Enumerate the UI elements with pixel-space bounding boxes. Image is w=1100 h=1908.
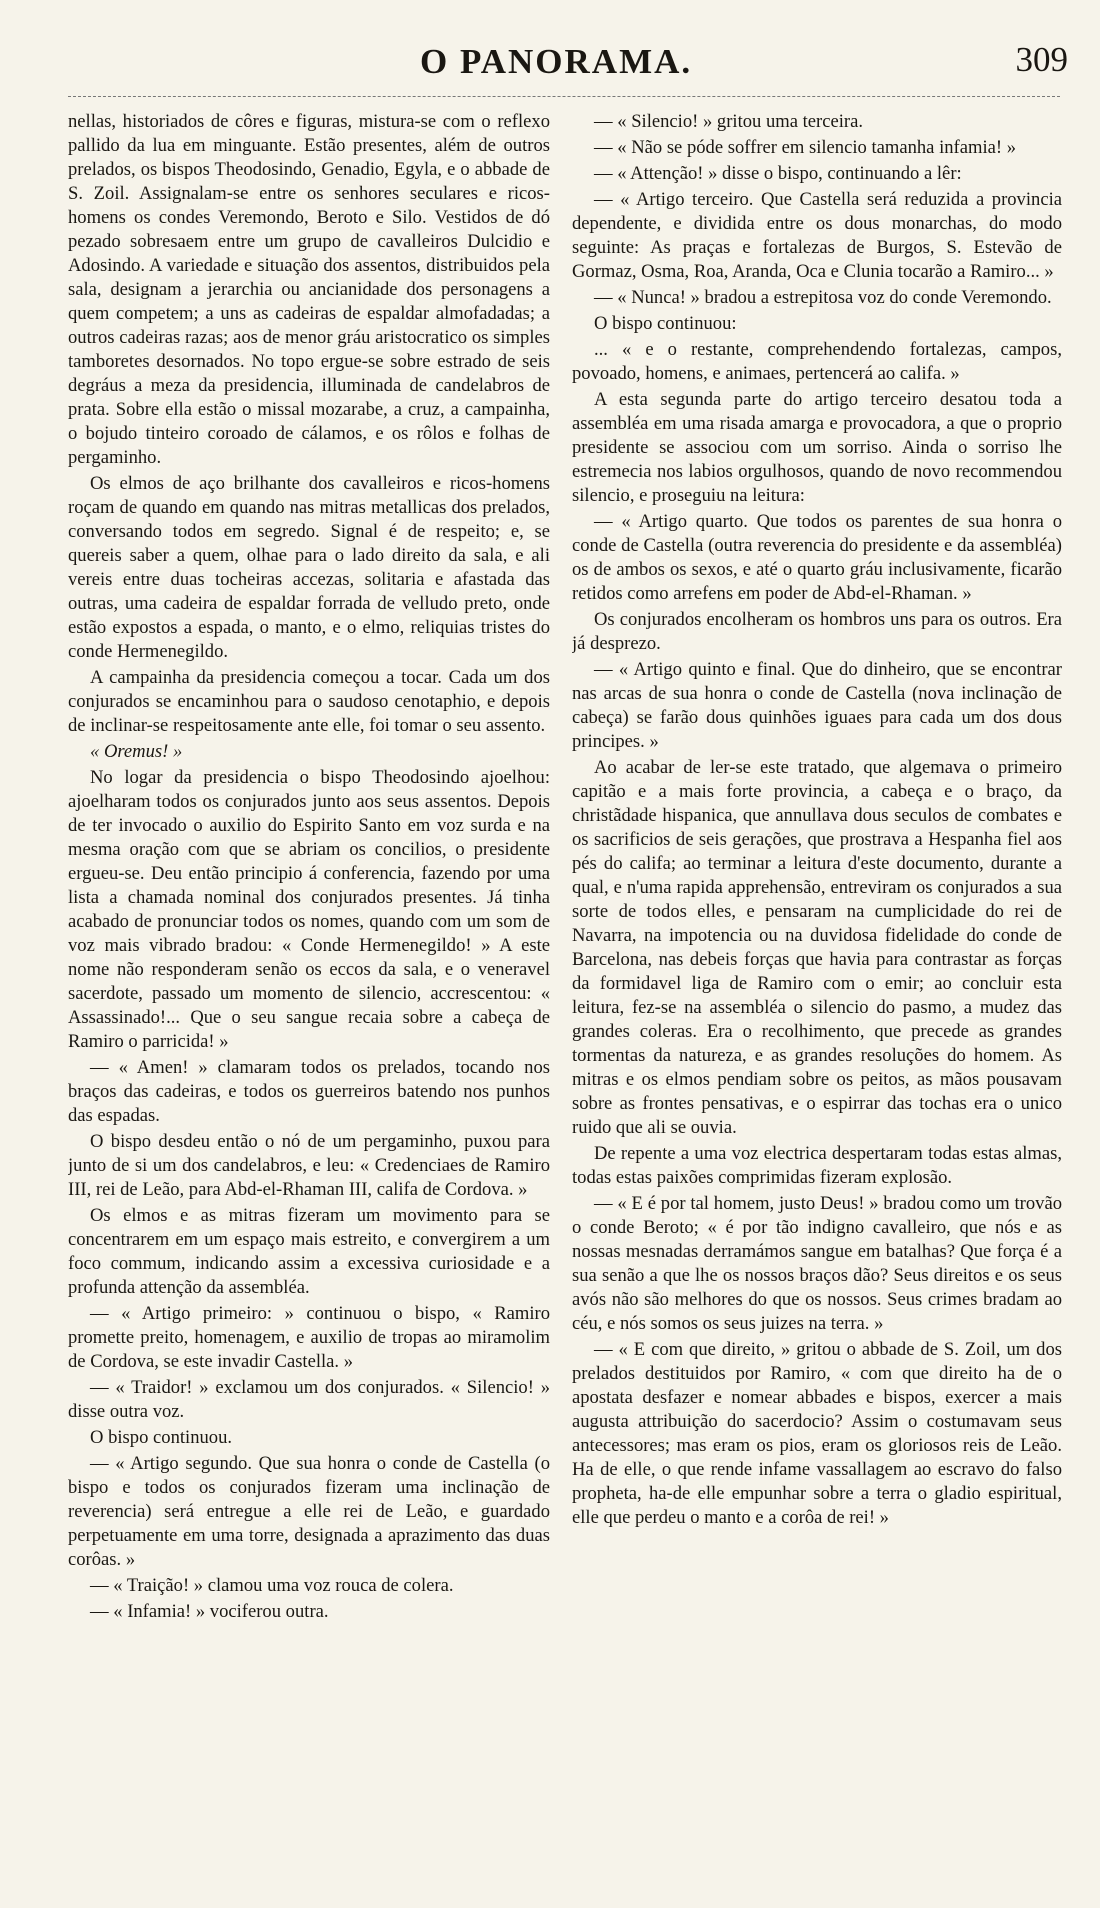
paragraph: — « Artigo quinto e final. Que do dinheiro, que se encontrar nas arcas de sua honra o conde de Castella (nova inclinação de cabeça) se farão dous quinhões iguaes para cada um dos dous principes. » (572, 659, 1062, 752)
paragraph: Ao acabar de ler-se este tratado, que algemava o primeiro capitão e a mais forte provincia, a cabeça e o braço, da christãdade hispanica, que annullava dous seculos de combates e os sacrificios de seis gerações, que prostrava a Hespanha fiel aos pés do califa; ao terminar a leitura d'este documento, durante a qual, e n'uma rapida apprehensão, entreviram os conjurados a sua sorte de todos elles, e pensaram na cumplicidade do rei de Navarra, na impotencia ou na duvidosa fidelidade do conde de Barcelona, nas debeis forças que havia para contrastar as forças da formidavel liga de Ramiro com o emir; ao concluir esta leitura, fez-se na assembléa o silencio do pasmo, a mudez das grandes coleras. Era o recolhimento, que precede as grandes tormentas da natureza, e as grandes resoluções do homem. As mitras e os elmos pendiam sobre os peitos, as mãos pousavam sobre as frontes pensativas, e o espirrar das tochas era o unico ruido que ali se ouvia. (572, 757, 1062, 1138)
paragraph: — « Amen! » clamaram todos os prelados, tocando nos braços das cadeiras, e todos os guerreiros batendo nos punhos das espadas. (68, 1057, 550, 1126)
paragraph: A campainha da presidencia começou a tocar. Cada um dos conjurados se encaminhou para o saudoso cenotaphio, e depois de inclinar-se respeitosamente ante elle, foi tomar o seu assento. (68, 667, 550, 736)
page-header (0, 40, 1100, 84)
paragraph: Os conjurados encolheram os hombros uns para os outros. Era já desprezo. (572, 609, 1062, 654)
page-number: 309 (1015, 40, 1068, 79)
paragraph: Os elmos de aço brilhante dos cavalleiros e ricos-homens roçam de quando em quando nas mitras metallicas dos prelados, conversando todos em segredo. Signal é de respeito; e, se quereis saber a quem, olhae para o lado direito da sala, e ali vereis entre duas tocheiras accezas, solitaria e afastada das outras, uma cadeira de espaldar forrada de velludo preto, onde estão expostos a espada, o manto, e o elmo, reliquias tristes do conde Hermenegildo. (68, 473, 550, 662)
paragraph: — « Attenção! » disse o bispo, continuando a lêr: (594, 163, 962, 184)
paragraph: « Oremus! » (90, 741, 183, 762)
right-column (572, 110, 1062, 1870)
paragraph: O bispo continuou. (90, 1427, 233, 1448)
paragraph: nellas, historiados de côres e figuras, mistura-se com o reflexo pallido da lua em minguante. Estão presentes, além de outros prelados, os bispos Theodosindo, Genadio, Egyla, e o abbade de S. Zoil. Assignalam-se entre os senhores seculares e ricos-homens os condes Veremondo, Beroto e Silo. Vestidos de dó pezado sobresaem entre um grupo de cavalleiros Dulcidio e Adosindo. A variedade e situação dos assentos, distribuidos pela sala, designam a jerarchia ou ancianidade dos personagens a quem competem; a uns as cadeiras de espaldar almofadadas; a outros cadeiras razas; aos de menor gráu aristocratico os simples tamboretes desornados. No topo ergue-se sobre estrado de seis degráus a meza da presidencia, illuminada de candelabros de prata. Sobre ella estão o missal mozarabe, a cruz, a campainha, o bojudo tinteiro coroado de cálamos, e os rôlos e folhas de pergaminho. (68, 111, 550, 468)
paragraph: ... « e o restante, comprehendendo fortalezas, campos, povoado, homens, e animaes, pertencerá ao califa. » (572, 339, 1062, 384)
paragraph: — « E com que direito, » gritou o abbade de S. Zoil, um dos prelados destituidos por Ramiro, « com que direito ha de o apostata desfazer e nomear abbades e bispos, exercer a mais augusta attribuição do sacerdocio? Assim o costumavam seus antecessores; mas eram os pios, eram os gloriosos reis de Leão. Ha de elle, o que rende infame vassallagem ao escravo do falso propheta, ha-de elle empunhar sobre a terra o gladio espiritual, elle que perdeu o manto e a corôa de rei! » (572, 1339, 1062, 1528)
paragraph: — « E é por tal homem, justo Deus! » bradou como um trovão o conde Beroto; « é por tão indigno cavalleiro, que nós e as nossas mesnadas derramámos sangue em batalhas? Que força é a sua senão a que lhe os nossos braços dão? Seus direitos e os seus avós não são melhores do que os nossos. Seus crimes bradam ao céu, e nós somos os seus juizes na terra. » (572, 1193, 1062, 1334)
paragraph: — « Nunca! » bradou a estrepitosa voz do conde Veremondo. (594, 287, 1052, 308)
paragraph: — « Traidor! » exclamou um dos conjurados. « Silencio! » disse outra voz. (68, 1377, 550, 1422)
left-column (68, 110, 550, 1870)
paragraph: — « Artigo terceiro. Que Castella será reduzida a provincia dependente, e dividida entre os dous monarchas, do modo seguinte: As praças e fortalezas de Burgos, S. Estevão de Gormaz, Osma, Roa, Aranda, Oca e Clunia tocarão a Ramiro... » (572, 189, 1062, 282)
paragraph: — « Não se póde soffrer em silencio tamanha infamia! » (594, 137, 1017, 158)
header-rule (68, 96, 1060, 97)
paragraph: Os elmos e as mitras fizeram um movimento para se concentrarem em um espaço mais estreito, e convergirem a um foco commum, indicando assim a excessiva curiosidade e a profunda attenção da assembléa. (68, 1205, 550, 1298)
paragraph: A esta segunda parte do artigo terceiro desatou toda a assembléa em uma risada amarga e provocadora, a que o proprio presidente se associou com um sorriso. Ainda o sorriso lhe estremecia nos labios orgulhosos, quando de novo recommendou silencio, e proseguiu na leitura: (572, 389, 1062, 506)
paragraph: No logar da presidencia o bispo Theodosindo ajoelhou: ajoelharam todos os conjurados junto aos seus assentos. Depois de ter invocado o auxilio do Espirito Santo em voz surda e na mesma oração com que se abriam os concilios, o presidente ergueu-se. Deu então principio á conferencia, fazendo por uma lista a chamada nominal dos conjurados presentes. Já tinha acabado de pronunciar todos os nomes, quando com um som de voz mais vibrado bradou: « Conde Hermenegildo! » A este nome não responderam senão os eccos da sala, e o veneravel sacerdote, passado um momento de silencio, accrescentou: « Assassinado!... Que o seu sangue recaia sobre a cabeça de Ramiro o parricida! » (68, 767, 550, 1052)
paragraph: De repente a uma voz electrica despertaram todas estas almas, todas estas paixões comprimidas fizeram explosão. (572, 1143, 1062, 1188)
paragraph: — « Artigo segundo. Que sua honra o conde de Castella (o bispo e todos os conjurados fizeram uma inclinação de reverencia) será entregue a elle rei de Leão, e guardado perpetuamente em uma torre, designada a aprazimento das duas corôas. » (68, 1453, 550, 1570)
paragraph: — « Artigo primeiro: » continuou o bispo, « Ramiro promette preito, homenagem, e auxilio de tropas ao miramolim de Cordova, se este invadir Castella. » (68, 1303, 550, 1372)
paragraph: — « Traição! » clamou uma voz rouca de colera. (90, 1575, 454, 1596)
paragraph: O bispo desdeu então o nó de um pergaminho, puxou para junto de si um dos candelabros, e leu: « Credenciaes de Ramiro III, rei de Leão, para Abd-el-Rhaman III, califa de Cordova. » (68, 1131, 550, 1200)
paragraph: — « Artigo quarto. Que todos os parentes de sua honra o conde de Castella (outra reverencia do presidente e da assembléa) os de ambos os sexos, e até o quarto gráu inclusivamente, ficarão retidos como arrefens em poder de Abd-el-Rhaman. » (572, 511, 1062, 604)
journal-title: O PANORAMA. (420, 42, 693, 81)
paragraph: — « Infamia! » vociferou outra. (90, 1601, 329, 1622)
paragraph: O bispo continuou: (594, 313, 737, 334)
paragraph: — « Silencio! » gritou uma terceira. (594, 111, 864, 132)
